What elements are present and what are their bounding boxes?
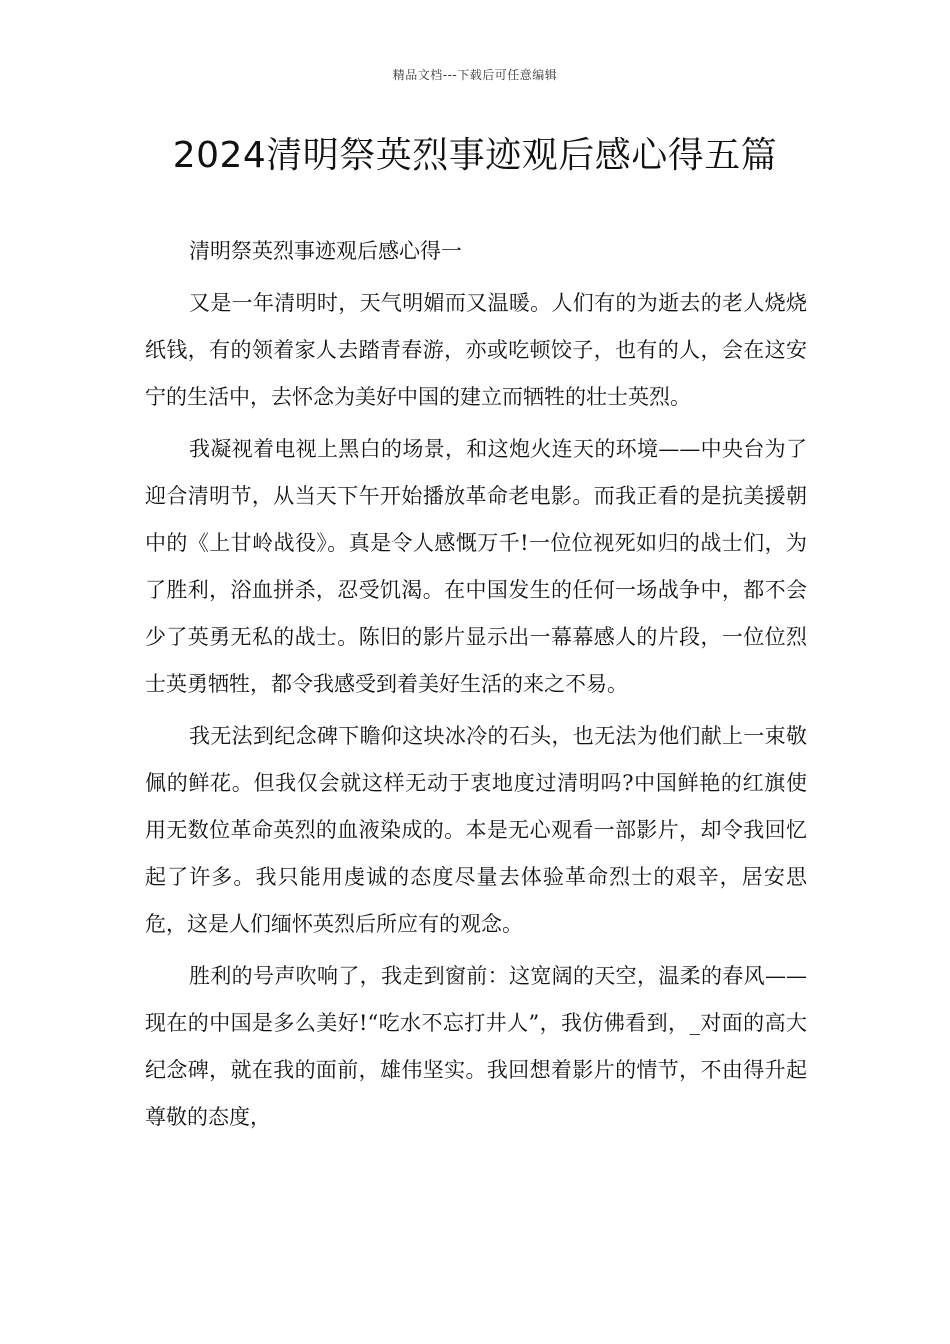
document-title: 2024清明祭英烈事迹观后感心得五篇 [172,135,778,176]
document-body [145,228,807,1146]
body-paragraph: 胜利的号声吹响了，我走到窗前：这宽阔的天空，温柔的春风——现在的中国是多么美好!“吃水不忘打井人”，我仿佛看到，_对面的高大纪念碑，就在我的面前，雄伟坚实。我回想着影片的情节，不由得升起尊敬的态度， [145,964,807,1129]
body-paragraph: 又是一年清明时，天气明媚而又温暖。人们有的为逝去的老人烧烧纸钱，有的领着家人去踏青春游，亦或吃顿饺子，也有的人，会在这安宁的生活中，去怀念为美好中国的建立而牺牲的壮士英烈。 [145,291,807,409]
section-heading: 清明祭英烈事迹观后感心得一 [189,239,462,263]
body-paragraph: 我无法到纪念碑下瞻仰这块冰冷的石头，也无法为他们献上一束敬佩的鲜花。但我仅会就这样无动于衷地度过清明吗?中国鲜艳的红旗使用无数位革命英烈的血液染成的。本是无心观看一部影片，却令我回忆起了许多。我只能用虔诚的态度尽量去体验革命烈士的艰辛，居安思危，这是人们缅怀英烈后所应有的观念。 [145,724,807,936]
body-paragraph: 我凝视着电视上黑白的场景，和这炮火连天的环境——中央台为了迎合清明节，从当天下午开始播放革命老电影。而我正看的是抗美援朝中的《上甘岭战役》。真是令人感慨万千!一位位视死如归的战士们，为了胜利，浴血拼杀，忍受饥渴。在中国发生的任何一场战争中，都不会少了英勇无私的战士。陈旧的影片显示出一幕幕感人的片段，一位位烈士英勇牺牲，都令我感受到着美好生活的来之不易。 [145,437,807,696]
page-header-note: 精品文档---下载后可任意编辑 [392,68,558,82]
